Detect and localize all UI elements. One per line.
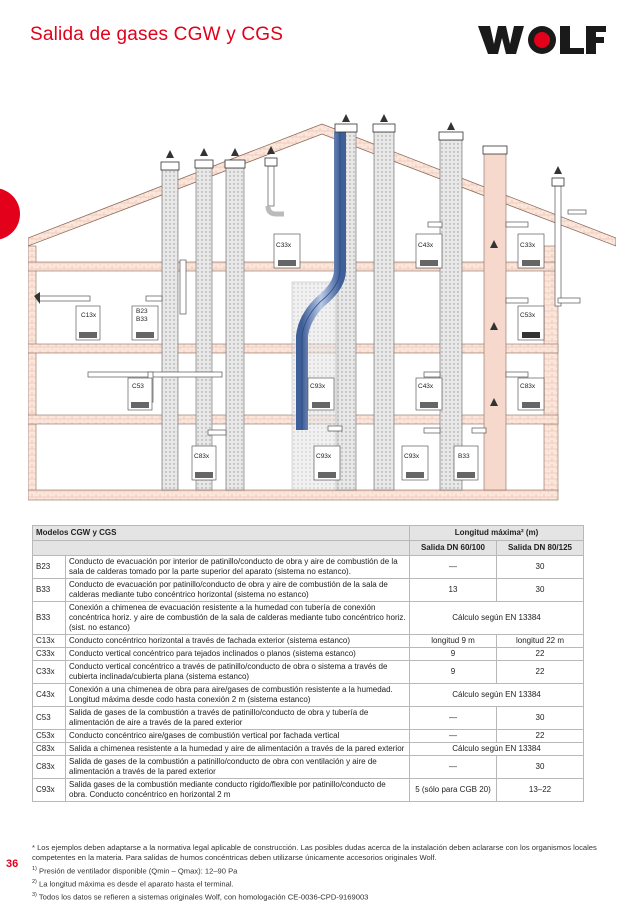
row-dn80: 22 [497,730,584,743]
boiler-c53x [518,306,544,340]
boiler-b33-low [454,446,478,480]
row-code: C13x [33,635,66,648]
footnote-2: $^{2)}$ La longitud máxima es desde el aparato hasta el terminal. [32,878,234,889]
table-row [33,602,584,635]
boiler-b23 [132,306,158,340]
row-dn60: 9 [410,648,497,661]
row-desc: Salida a chimenea resistente a la humedad y aire de alimentación a través de la pared exterior [66,743,410,756]
table-row [33,579,584,602]
table-row [33,730,584,743]
boiler-label: C93x [404,453,420,460]
row-dn80: 30 [497,579,584,602]
row-desc: Conexión a chimenea de evacuación resistente a la humedad con tubería de conexión concéntrica horiz. y aire de combustión de la sala de calderas mediante tubo concéntrico horiz. (sist. no estanco) [66,602,410,635]
boiler-c43x-top [416,234,442,268]
row-code: C83x [33,756,66,779]
row-desc: Salida de gases de la combustión a través de patinillo/conducto de obra y tubería de alimentación de aire a través de la pared exterior [66,707,410,730]
row-dn60: 9 [410,661,497,684]
boiler-label: B33 [458,453,470,460]
flue-diagram [28,110,616,502]
boiler-label: C93x [316,453,332,460]
boiler-c33x-roof [274,234,300,268]
row-dn60: — [410,707,497,730]
row-desc: Conducto concéntrico aire/gases de combustión vertical por fachada vertical [66,730,410,743]
row-dn60: longitud 9 m [410,635,497,648]
row-dn80: 22 [497,661,584,684]
boiler-label: C13x [81,312,97,319]
boiler-label: C53x [520,312,536,319]
boiler-label: C33x [276,242,292,249]
row-desc: Conexión a una chimenea de obra para aire/gases de combustión resistente a la humedad. Longitud máxima desde codo hasta conexión 2 m (sistema estanco) [66,684,410,707]
row-dn80: 30 [497,556,584,579]
row-dn60: 5 (sólo para CGB 20) [410,779,497,802]
row-desc: Conducto de evacuación por interior de patinillo/conducto de obra y aire de combustión de la sala de calderas tomado por la parte superior del aparato (sistema no estanco). [66,556,410,579]
row-dn60: — [410,756,497,779]
page-number: 36 [6,858,19,870]
row-code: B33 [33,579,66,602]
header-dn80: Salida DN 80/125 [497,541,584,556]
row-code: B33 [33,602,66,635]
header-models: Modelos CGW y CGS [33,526,410,541]
boiler-c93x-low [314,446,340,480]
boiler-label: C43x [418,383,434,390]
boiler-c93x-mid [308,378,334,410]
row-dn60: 13 [410,579,497,602]
boiler-c33x-right [518,234,544,268]
boiler-c53 [128,378,152,410]
row-calc: Cálculo según EN 13384 [410,684,584,707]
row-desc: Conducto concéntrico horizontal a través de fachada exterior (sistema estanco) [66,635,410,648]
wolf-logo [478,22,608,56]
row-desc: Conducto vertical concéntrico para tejados inclinados o planos (sistema estanco) [66,648,410,661]
row-dn80: longitud 22 m [497,635,584,648]
row-code: C53 [33,707,66,730]
row-calc: Cálculo según EN 13384 [410,602,584,635]
row-code: B23 [33,556,66,579]
footnote-3: $^{3)}$ Todos los datos se refieren a sistemas originales Wolf, con homologación CE-0036-CPD-9169003 [32,891,369,902]
row-desc: Conducto de evacuación por patinillo/conducto de obra y aire de combustión de la sala de calderas mediante tubo concéntrico horizontal (sistema no estanco) [66,579,410,602]
table-header-row [33,526,584,541]
section-tab [0,188,20,240]
table-row [33,556,584,579]
table-row [33,743,584,756]
row-code: C83x [33,743,66,756]
row-code: C53x [33,730,66,743]
boiler-c13x [76,306,100,340]
row-desc: Salida de gases de la combustión a patinillo/conducto de obra con ventilación y aire de alimentación a través de la pared exterior [66,756,410,779]
boiler-c33x-low [402,446,428,480]
boiler-label: C43x [418,242,434,249]
header-length: Longitud máxima² (m) [410,526,584,541]
boiler-c83x-right [518,378,544,410]
table-row [33,648,584,661]
boiler-label: C83x [520,383,536,390]
row-dn80: 30 [497,707,584,730]
row-code: C33x [33,661,66,684]
row-calc: Cálculo según EN 13384 [410,743,584,756]
table-row [33,779,584,802]
table-row [33,707,584,730]
boiler-c43x-mid [416,378,442,410]
table-row [33,756,584,779]
footnote-1-text: Presión de ventilador disponible (Qmin – Qmax): 12–90 Pa [39,866,238,876]
row-dn80: 30 [497,756,584,779]
row-code: C93x [33,779,66,802]
row-dn60: — [410,730,497,743]
row-code: C43x [33,684,66,707]
footnote-3-text: Todos los datos se refieren a sistemas originales Wolf, con homologación CE-0036-CPD-9169003 [38,892,369,902]
row-dn60: — [410,556,497,579]
row-code: C33x [33,648,66,661]
footnote-star: * Los ejemplos deben adaptarse a la normativa legal aplicable de construcción. Las posibles dudas acerca de la instalación deben aclararse con los organismos locales competentes en la materia. Para salidas de humos concéntricas deben utilizarse únicamente accesorios originales Wolf. [32,843,597,863]
table-subheader-row [33,541,584,556]
boiler-label: C83x [194,453,210,460]
boiler-label: C93x [310,383,326,390]
boiler-label: B33 [136,316,148,323]
table-row [33,684,584,707]
row-dn80: 13–22 [497,779,584,802]
boiler-c83x-left [192,446,216,480]
footnote-1: $^{1)}$ Presión de ventilador disponible (Qmin – Qmax): 12–90 Pa [32,865,238,876]
row-dn80: 22 [497,648,584,661]
flue-spec-table [32,525,584,802]
boiler-label: B23 [136,308,148,315]
footnotes [32,843,612,903]
table-row [33,635,584,648]
table-row [33,661,584,684]
boiler-label: C53 [132,383,144,390]
page-title: Salida de gases CGW y CGS [30,24,284,45]
boiler-label: C33x [520,242,536,249]
row-desc: Salida gases de la combustión mediante conducto rígido/flexible por patinillo/conducto de obra. Conducto concéntrico en horizontal 2 m [66,779,410,802]
footnote-2-text: La longitud máxima es desde el aparato hasta el terminal. [39,879,234,889]
header-dn60: Salida DN 60/100 [410,541,497,556]
row-desc: Conducto vertical concéntrico a través de patinillo/conducto de obra o sistema a través de cubierta inclinada/cubierta plana (sistema estanco) [66,661,410,684]
